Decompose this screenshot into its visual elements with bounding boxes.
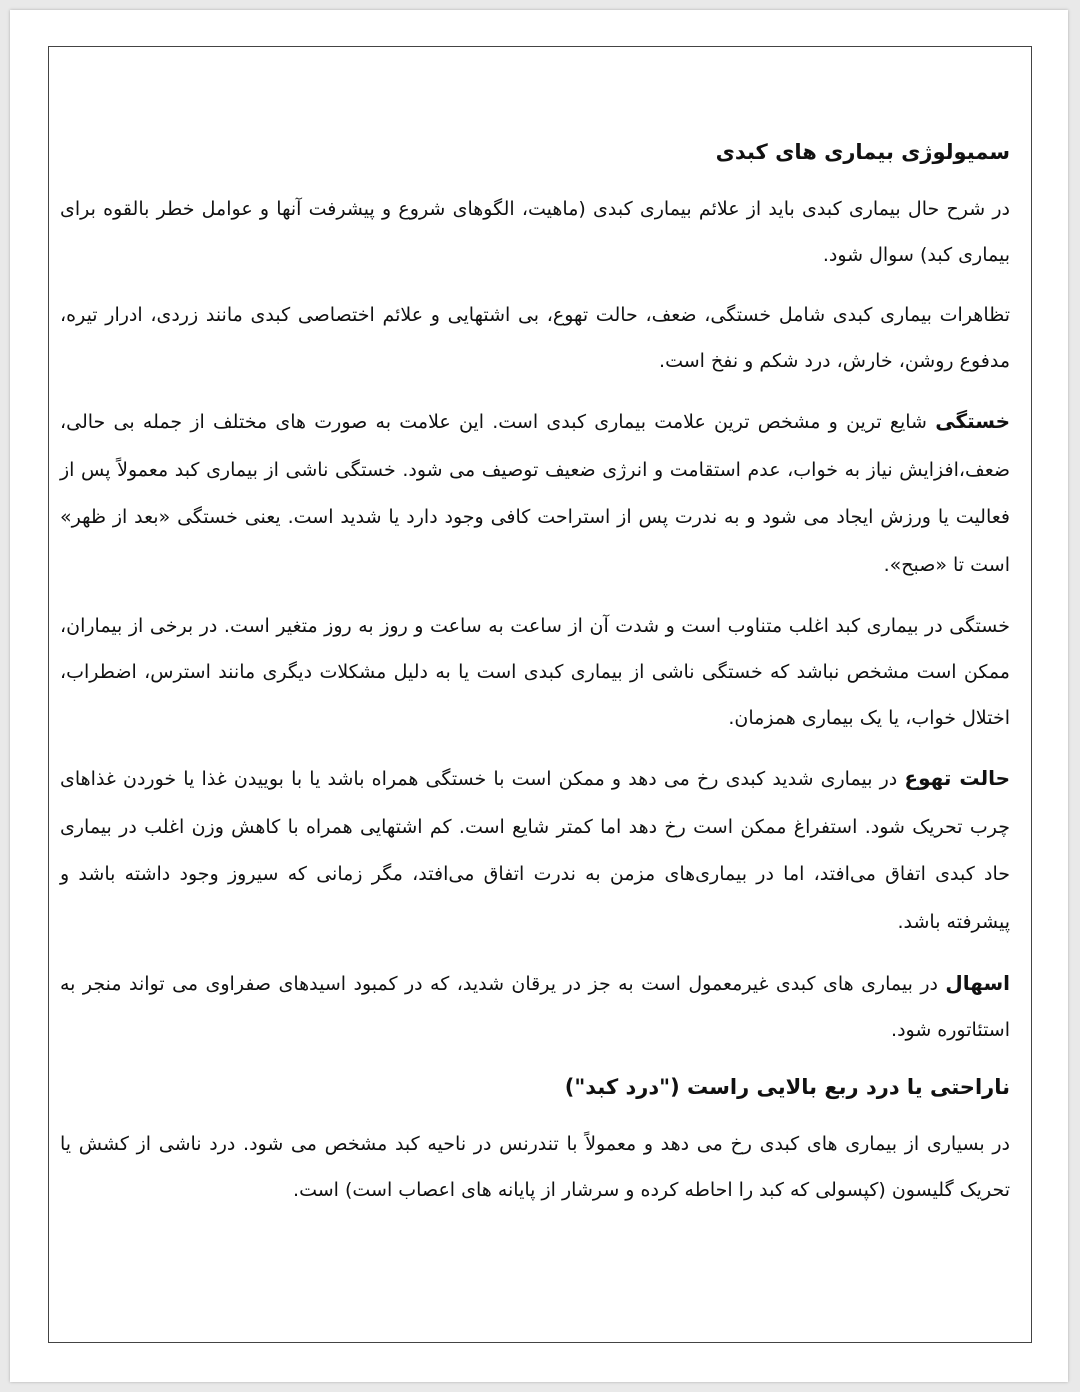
paragraph-intro: در شرح حال بیماری کبدی باید از علائم بیماری کبدی (ماهیت، الگوهای شروع و پیشرفت آنها و عوامل خطر بالقوه برای بیماری کبد) سوال شود. [60,198,1010,266]
paragraph-nausea-text: در بیماری شدید کبدی رخ می دهد و ممکن است با خستگی همراه باشد یا با بوییدن غذا یا خوردن غذاهای چرب تحریک شود. استفراغ ممکن است رخ دهد اما کمتر شایع است. کم اشتهایی همراه با کاهش وزن اغلب در بیماری حاد کبدی اتفاق می‌افتد، اما در بیماری‌های مزمن به ندرت اتفاق می‌افتد، مگر زمانی که سیروز وجود داشته باشد و پیشرفته باشد. [60,768,1010,933]
section-heading-liver-pain: ناراحتی یا درد ربع بالایی راست ("درد کبد") [564,1075,1010,1099]
paragraph-diarrhea [60,960,1010,1053]
paragraph-diarrhea-text: در بیماری های کبدی غیرمعمول است به جز در یرقان شدید، که در کمبود اسیدهای صفراوی می تواند منجر به استئاتوره شود. [60,973,1010,1041]
paragraph-fatigue-variability: خستگی در بیماری کبد اغلب متناوب است و شدت آن از ساعت به ساعت و روز به روز متغیر است. در برخی از بیماران، ممکن است مشخص نباشد که خستگی ناشی از بیماری کبدی است یا به دلیل مشکلات دیگری مانند استرس، اضطراب، اختلال خواب، یا یک بیماری همزمان. [60,615,1010,729]
term-nausea: حالت تهوع [904,766,1011,790]
paragraph-liver-pain: در بسیاری از بیماری های کبدی رخ می دهد و معمولاً با تندرنس در ناحیه کبد مشخص می شود. درد ناشی از کشش یا تحریک گلیسون (کپسولی که کبد را احاطه کرده و سرشار از پایانه های اعصاب است) است. [60,1133,1010,1201]
paragraph-manifestations: تظاهرات بیماری کبدی شامل خستگی، ضعف، حالت تهوع، بی اشتهایی و علائم اختصاصی کبدی مانند زردی، ادرار تیره، مدفوع روشن، خارش، درد شکم و نفخ است. [60,304,1010,372]
paragraph-fatigue-text: شایع ترین و مشخص ترین علامت بیماری کبدی است. این علامت به صورت های مختلف از جمله بی حالی، ضعف،افزایش نیاز به خواب، عدم استقامت و انرژی ضعیف توصیف می شود. خستگی ناشی از بیماری کبد معمولاً پس از فعالیت یا ورزش ایجاد می شود و به ندرت پس از استراحت کافی وجود دارد یا شدید است. یعنی خستگی «بعد از ظهر» است تا «صبح». [60,411,1010,576]
document-body [60,132,1010,1227]
document-title: سمیولوژی بیماری های کبدی [715,140,1010,164]
term-diarrhea: اسهال [945,971,1010,995]
paragraph-fatigue [60,398,1010,589]
term-fatigue: خستگی [935,409,1010,433]
paragraph-nausea [60,755,1010,946]
